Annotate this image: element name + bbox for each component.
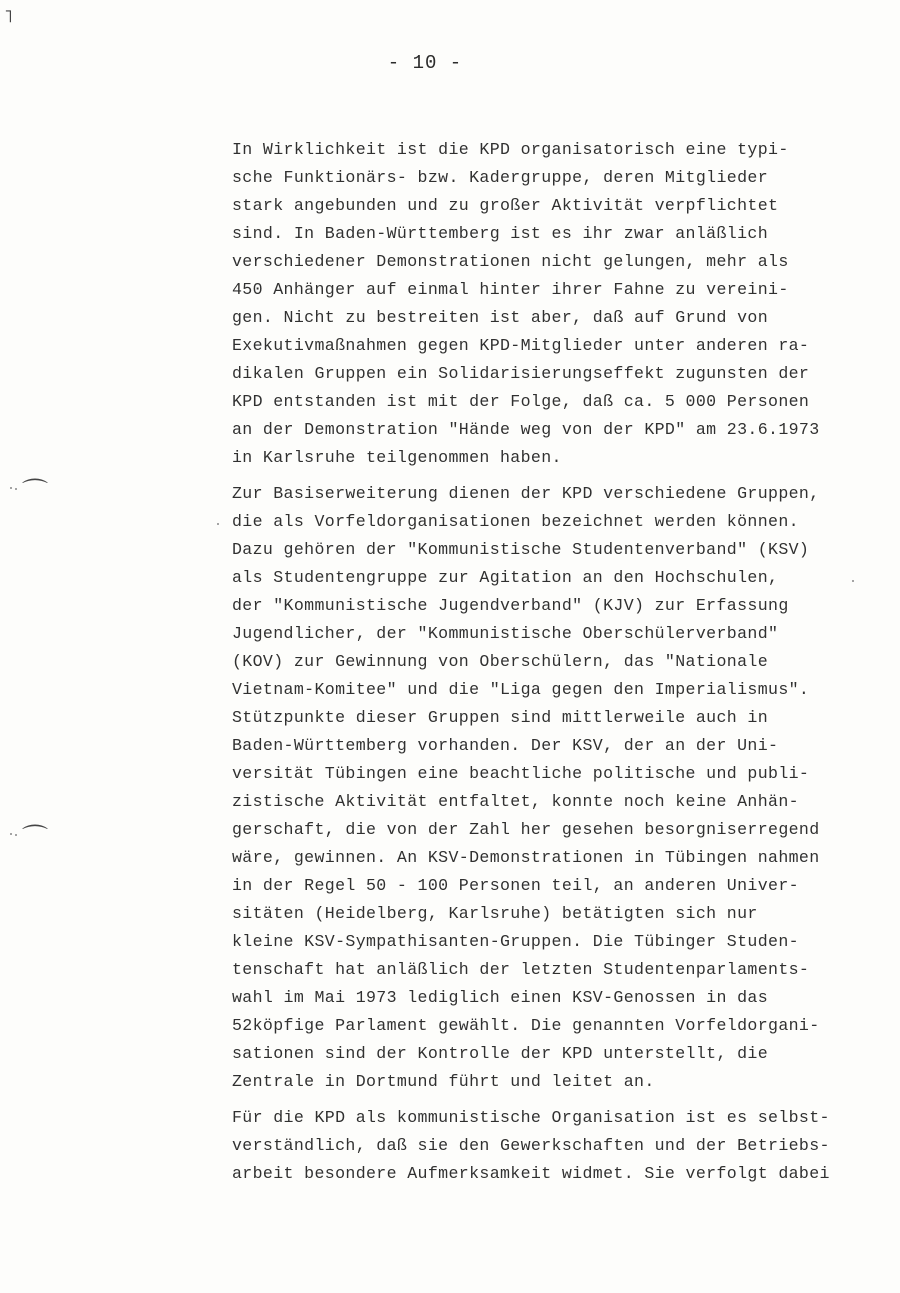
text-line: Zur Basiserweiterung dienen der KPD verschiedene Gruppen, (232, 484, 820, 503)
text-line: gerschaft, die von der Zahl her gesehen besorgniserregend (232, 820, 820, 839)
text-line: sind. In Baden-Württemberg ist es ihr zwar anläßlich (232, 224, 769, 243)
text-line: gen. Nicht zu bestreiten ist aber, daß auf Grund von (232, 308, 769, 327)
text-line: tenschaft hat anläßlich der letzten Studentenparlaments- (232, 960, 810, 979)
text-line: der "Kommunistische Jugendverband" (KJV) zur Erfassung (232, 596, 789, 615)
text-line: Vietnam-Komitee" und die "Liga gegen den Imperialismus". (232, 680, 810, 699)
text-line: verständlich, daß sie den Gewerkschaften und der Betriebs- (232, 1136, 830, 1155)
body-text (232, 136, 882, 1188)
speck (217, 523, 219, 525)
text-line: wäre, gewinnen. An KSV-Demonstrationen in Tübingen nahmen (232, 848, 820, 867)
text-line: arbeit besondere Aufmerksamkeit widmet. Sie verfolgt dabei (232, 1164, 830, 1183)
paragraph (232, 480, 882, 1096)
text-line: sitäten (Heidelberg, Karlsruhe) betätigten sich nur (232, 904, 758, 923)
text-line: (KOV) zur Gewinnung von Oberschülern, das "Nationale (232, 652, 769, 671)
text-line: an der Demonstration "Hände weg von der KPD" am 23.6.1973 (232, 420, 820, 439)
text-line: 52köpfige Parlament gewählt. Die genannten Vorfeldorgani- (232, 1016, 820, 1035)
paragraph (232, 136, 882, 472)
text-line: wahl im Mai 1973 lediglich einen KSV-Genossen in das (232, 988, 769, 1007)
speck (10, 833, 12, 835)
text-line: KPD entstanden ist mit der Folge, daß ca. 5 000 Personen (232, 392, 810, 411)
paragraph (232, 1104, 882, 1188)
text-line: als Studentengruppe zur Agitation an den Hochschulen, (232, 568, 779, 587)
text-line: kleine KSV-Sympathisanten-Gruppen. Die Tübinger Studen- (232, 932, 799, 951)
text-line: dikalen Gruppen ein Solidarisierungseffekt zugunsten der (232, 364, 810, 383)
text-line: verschiedener Demonstrationen nicht gelungen, mehr als (232, 252, 789, 271)
text-line: Für die KPD als kommunistische Organisation ist es selbst- (232, 1108, 830, 1127)
corner-mark: ˥ (4, 6, 13, 27)
text-line: die als Vorfeldorganisationen bezeichnet werden können. (232, 512, 799, 531)
text-line: Jugendlicher, der "Kommunistische Oberschülerverband" (232, 624, 779, 643)
text-line: sche Funktionärs- bzw. Kadergruppe, deren Mitglieder (232, 168, 769, 187)
punch-hole-mark-top: ⌒ (22, 478, 49, 508)
text-line: In Wirklichkeit ist die KPD organisatorisch eine typi- (232, 140, 789, 159)
text-line: Dazu gehören der "Kommunistische Studentenverband" (KSV) (232, 540, 810, 559)
text-line: Stützpunkte dieser Gruppen sind mittlerweile auch in (232, 708, 769, 727)
paragraph-gap (232, 472, 882, 480)
punch-hole-mark-bottom: ⌒ (22, 824, 49, 854)
speck (15, 834, 17, 836)
text-line: Exekutivmaßnahmen gegen KPD-Mitglieder unter anderen ra- (232, 336, 810, 355)
speck (10, 487, 12, 489)
text-line: sationen sind der Kontrolle der KPD unterstellt, die (232, 1044, 769, 1063)
text-line: Zentrale in Dortmund führt und leitet an. (232, 1072, 655, 1091)
text-line: stark angebunden und zu großer Aktivität verpflichtet (232, 196, 779, 215)
text-line: Baden-Württemberg vorhanden. Der KSV, der an der Uni- (232, 736, 779, 755)
text-line: versität Tübingen eine beachtliche politische und publi- (232, 764, 810, 783)
page-number: - 10 - (387, 52, 463, 74)
text-line: in Karlsruhe teilgenommen haben. (232, 448, 562, 467)
text-line: in der Regel 50 - 100 Personen teil, an anderen Univer- (232, 876, 799, 895)
text-line: 450 Anhänger auf einmal hinter ihrer Fahne zu vereini- (232, 280, 789, 299)
speck (15, 488, 17, 490)
paragraph-gap (232, 1096, 882, 1104)
text-line: zistische Aktivität entfaltet, konnte noch keine Anhän- (232, 792, 799, 811)
